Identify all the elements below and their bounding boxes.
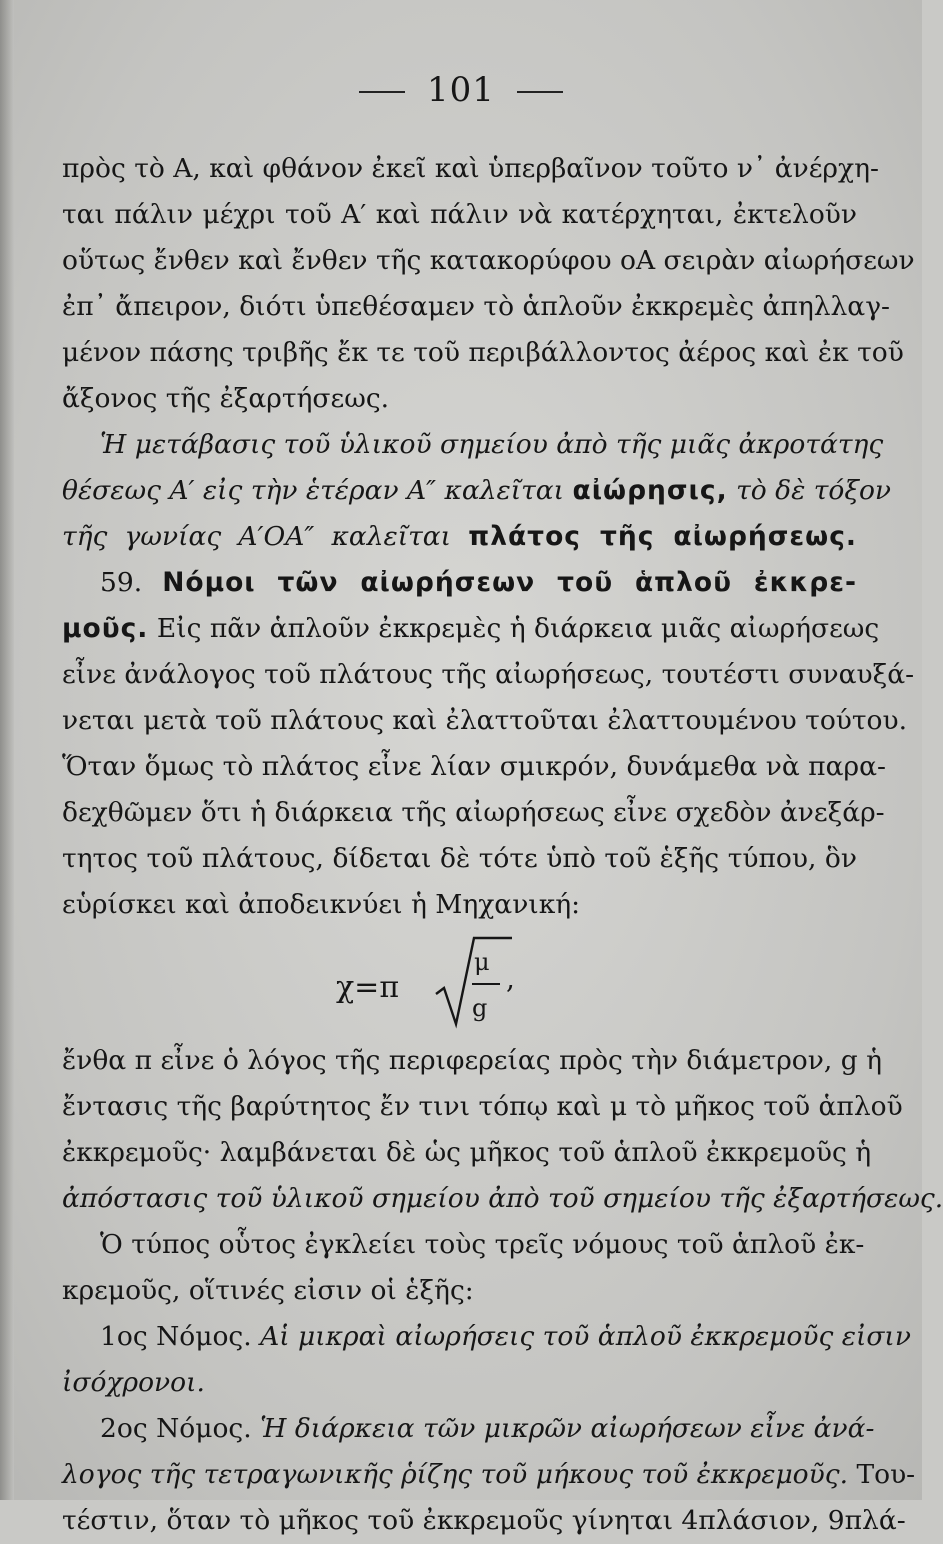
text-line: εἶνε ἀνάλογος τοῦ πλάτους τῆς αἰωρήσεως, τουτέστι συναυξά- (62, 659, 915, 690)
definition-text: τῆς γωνίας Α′ΟΑ″ καλεῖται (62, 521, 452, 552)
page-number: 101 (427, 70, 495, 110)
text-line: νεται μετὰ τοῦ πλάτους καὶ ἐλαττοῦται ἐλαττουμένου τούτου. (62, 705, 908, 736)
header-dash-right (517, 91, 563, 93)
definition-line (62, 468, 892, 514)
definition-line (62, 514, 857, 560)
law-text: λογος τῆς τετραγωνικῆς ῥίζης τοῦ μήκους τοῦ ἐκκρεμοῦς. (62, 1459, 848, 1490)
text-line: πρὸς τὸ Α, καὶ φθάνον ἐκεῖ καὶ ὑπερβαῖνον τοῦτο ν᾽ ἀνέρχη- (62, 153, 879, 184)
section-title-end: μοῦς. (62, 613, 149, 644)
text-line: ἄξονος τῆς ἐξαρτήσεως. (62, 383, 390, 414)
law-text: Ἡ διάρκεια τῶν μικρῶν αἰωρήσεων εἶνε ἀνά- (260, 1413, 875, 1444)
page-header (0, 70, 922, 110)
formula-lhs: χ=π (336, 970, 400, 1005)
text-line: μένον πάσης τριβῆς ἔκ τε τοῦ περιβάλλοντος ἀέρος καὶ ἐκ τοῦ (62, 337, 904, 368)
section-heading (62, 560, 857, 606)
page-binding-edge (0, 0, 14, 1500)
definition-line: Ἡ μετάβασις τοῦ ὑλικοῦ σημείου ἀπὸ τῆς μιᾶς ἀκροτάτης (100, 429, 884, 460)
term-amplitude: πλάτος τῆς αἰωρήσεως. (468, 521, 857, 552)
law-text: Αἱ μικραὶ αἰωρήσεις τοῦ ἁπλοῦ ἐκκρεμοῦς εἰσιν (260, 1321, 911, 1352)
text-line: ἀπόστασις τοῦ ὑλικοῦ σημείου ἀπὸ τοῦ σημείου τῆς ἐξαρτήσεως. (62, 1183, 943, 1214)
law-label: 1ος Νόμος. (100, 1321, 252, 1352)
text-line: ἐπ᾽ ἄπειρον, διότι ὑπεθέσαμεν τὸ ἁπλοῦν ἐκκρεμὲς ἀπηλλαγ- (62, 291, 890, 322)
term-oscillation: αἰώρησις, (572, 475, 728, 506)
text-line: Ὁ τύπος οὗτος ἐγκλείει τοὺς τρεῖς νόμους τοῦ ἁπλοῦ ἐκ- (100, 1229, 865, 1260)
pendulum-formula (62, 928, 857, 1038)
text-line: τέστιν, ὅταν τὸ μῆκος τοῦ ἐκκρεμοῦς γίνηται 4πλάσιον, 9πλά- (62, 1505, 906, 1536)
law-2 (62, 1406, 875, 1452)
text-line: ται πάλιν μέχρι τοῦ Α′ καὶ πάλιν νὰ κατέρχηται, ἐκτελοῦν (62, 199, 857, 230)
law-1 (62, 1314, 911, 1360)
text-line: εὑρίσκει καὶ ἀποδεικνύει ἡ Μηχανική: (62, 889, 581, 920)
text-line: οὕτως ἔνθεν καὶ ἔνθεν τῆς κατακορύφου οΑ σειρὰν αἰωρήσεων (62, 245, 915, 276)
section-number: 59. (100, 567, 143, 598)
text-segment: Του- (856, 1459, 916, 1490)
law-2-cont (62, 1452, 916, 1498)
text-line (62, 606, 880, 652)
law-1-cont: ἰσόχρονοι. (62, 1367, 205, 1398)
formula-numerator: μ (474, 948, 490, 976)
text-segment: Εἰς πᾶν ἁπλοῦν ἐκκρεμὲς ἡ διάρκεια μιᾶς αἰωρήσεως (156, 613, 880, 644)
formula-denominator: g (472, 994, 488, 1022)
definition-text: θέσεως Α′ εἰς τὴν ἑτέραν Α″ καλεῖται (62, 475, 565, 506)
text-line: Ὅταν ὅμως τὸ πλάτος εἶνε λίαν σμικρόν, δυνάμεθα νὰ παρα- (62, 751, 886, 782)
definition-text: τὸ δὲ τόξον (736, 475, 892, 506)
text-line: ἐκκρεμοῦς· λαμβάνεται δὲ ὡς μῆκος τοῦ ἁπλοῦ ἐκκρεμοῦς ἡ (62, 1137, 872, 1168)
header-dash-left (359, 91, 405, 93)
text-line: δεχθῶμεν ὅτι ἡ διάρκεια τῆς αἰωρήσεως εἶνε σχεδὸν ἀνεξάρ- (62, 797, 885, 828)
section-title: Νόμοι τῶν αἰωρήσεων τοῦ ἁπλοῦ ἐκκρε- (162, 567, 857, 598)
text-line: ἔνθα π εἶνε ὁ λόγος τῆς περιφερείας πρὸς τὴν διάμετρον, g ἡ (62, 1045, 882, 1076)
text-line: κρεμοῦς, οἵτινές εἰσιν οἱ ἑξῆς: (62, 1275, 474, 1306)
text-line: τητος τοῦ πλάτους, δίδεται δὲ τότε ὑπὸ τοῦ ἑξῆς τύπου, ὃν (62, 843, 857, 874)
formula-comma: , (506, 962, 515, 995)
page-body (62, 146, 943, 1544)
text-line: ἔντασις τῆς βαρύτητος ἔν τινι τόπῳ καὶ μ τὸ μῆκος τοῦ ἁπλοῦ (62, 1091, 903, 1122)
law-label: 2ος Νόμος. (100, 1413, 252, 1444)
